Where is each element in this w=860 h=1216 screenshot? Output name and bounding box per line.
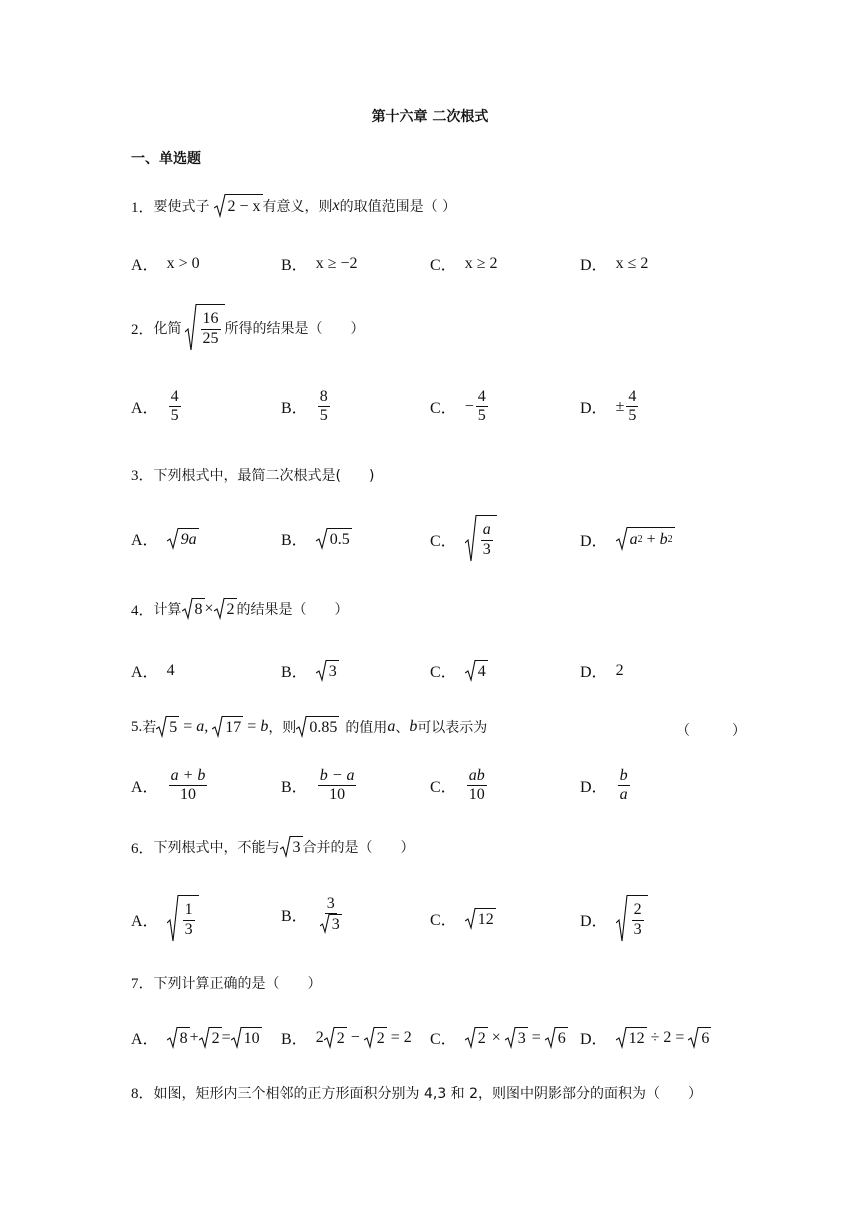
question-6: 6． 下列根式中，不能与 3 合并的是（ ） — [131, 836, 415, 858]
option-d[interactable]: D． 12 ÷ 2 = 6 — [580, 1028, 710, 1048]
option-b[interactable]: B． 0.5 — [281, 527, 352, 550]
question-number: 6． — [131, 840, 154, 857]
question-number: 5. — [131, 718, 143, 735]
question-2 — [131, 304, 365, 352]
option-c[interactable]: C． $\frac{ab}{10}$ — [430, 767, 485, 804]
option-c[interactable]: C． 12 — [430, 907, 496, 930]
option-b[interactable]: B． 2 2 − 2 = 2 — [281, 1028, 412, 1048]
question-text: 的取值范围是（ ） — [339, 199, 457, 215]
question-number: 2． — [131, 321, 154, 338]
option-c[interactable]: C． $\frac{a}{3}$ — [430, 515, 497, 563]
option-d[interactable]: D． x ≤ 2 — [580, 254, 649, 274]
question-5: 5. 若 5 = a, 17 = b ，则 0.85 的值用 a 、 b 可以表示为 — [131, 718, 488, 736]
question-text: 的结果是（ ） — [236, 602, 349, 618]
option-b[interactable]: B． x ≥ −2 — [281, 254, 358, 274]
section-heading: 一、单选题 — [131, 151, 201, 167]
question-text: 有意义，则 — [262, 199, 333, 215]
question-number: 7． — [131, 976, 154, 992]
option-a[interactable]: A． x > 0 — [131, 254, 200, 274]
question-text: 要使式子 — [153, 199, 210, 215]
question-number: 8． — [131, 1086, 154, 1102]
option-d[interactable]: D． $\frac{2}{3}$ — [580, 895, 648, 943]
question-text: 所得的结果是（ ） — [224, 321, 365, 337]
option-c[interactable]: C． 4 — [430, 659, 488, 682]
sqrt-expression: 2 − x — [214, 194, 263, 218]
question-number: 4． — [131, 602, 154, 619]
question-4: 4． 计算 8 × 2 的结果是（ ） — [131, 600, 349, 619]
question-text: 的值用 — [345, 720, 388, 736]
option-d[interactable]: D． a 2 + b 2 — [580, 527, 675, 551]
question-7 — [131, 972, 322, 993]
sqrt-fraction: $\frac{16}{25}$ — [185, 304, 225, 352]
option-a[interactable]: A． $\frac{1}{3}$ — [131, 895, 199, 943]
question-text: 计算 — [153, 602, 182, 618]
option-b[interactable]: B． $\frac{b - a}{10}$ — [281, 767, 355, 804]
option-c[interactable]: C． − $\frac{4}{5}$ — [430, 388, 486, 425]
question-text: 合并的是（ ） — [302, 840, 415, 856]
option-c[interactable]: C． 2 × 3 = 6 — [430, 1028, 566, 1048]
variable: x — [332, 197, 340, 214]
question-3 — [131, 464, 374, 485]
question-1 — [131, 194, 456, 218]
question-number: 1． — [131, 199, 154, 216]
option-d[interactable]: D． ± $\frac{4}{5}$ — [580, 388, 637, 425]
option-b[interactable]: B． 3 — [281, 659, 339, 682]
page-title: 第十六章 二次根式 — [371, 109, 489, 125]
option-b[interactable]: B． $\frac{3}{3}$ — [281, 895, 340, 934]
option-c[interactable]: C． x ≥ 2 — [430, 254, 498, 274]
question-text: 下列根式中，不能与 — [153, 840, 280, 856]
option-a[interactable]: A． 9a — [131, 527, 199, 550]
question-text: 化简 — [153, 321, 182, 337]
question-8 — [131, 1082, 702, 1103]
option-a[interactable]: A． $\frac{a + b}{10}$ — [131, 767, 206, 804]
question-number: 3． — [131, 468, 154, 484]
option-b[interactable]: B． $\frac{8}{5}$ — [281, 388, 328, 425]
question-text: 下列根式中，最简二次根式是( ) — [153, 467, 375, 484]
question-text: 可以表示为 — [417, 720, 488, 736]
option-d[interactable]: D． $\frac{b}{a}$ — [580, 767, 628, 804]
option-a[interactable]: A． 4 — [131, 661, 175, 681]
option-d[interactable]: D． 2 — [580, 661, 624, 681]
question-text: 下列计算正确的是（ ） — [153, 975, 322, 992]
question-text: ，则 — [268, 720, 297, 736]
answer-paren: （ ） — [676, 723, 746, 739]
option-a[interactable]: A． 8 + 2 = 10 — [131, 1028, 260, 1048]
question-text: 若 — [142, 720, 157, 736]
option-a[interactable]: A． $\frac{4}{5}$ — [131, 388, 179, 425]
question-text: 如图，矩形内三个相邻的正方形面积分别为 4,3 和 2，则图中阴影部分的面积为（ ） — [153, 1085, 703, 1102]
